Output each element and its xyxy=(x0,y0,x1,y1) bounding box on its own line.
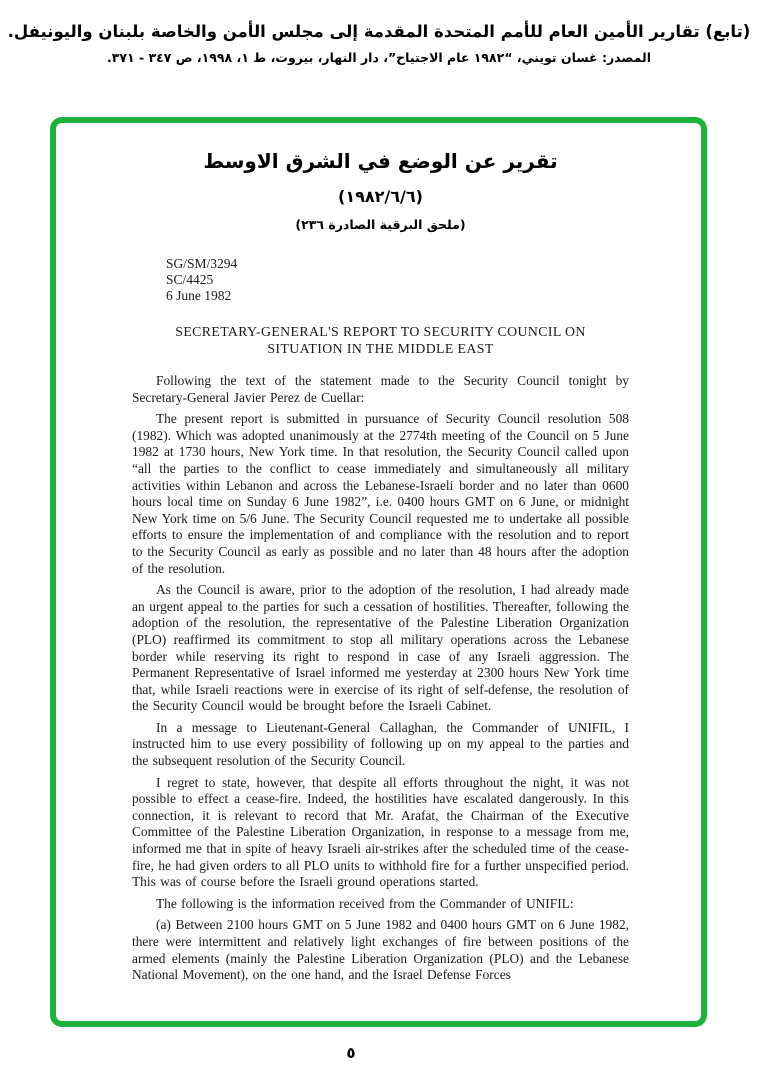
document-content xyxy=(56,123,701,1021)
arabic-page-header xyxy=(0,22,758,65)
report-title-arabic: تقرير عن الوضع في الشرق الاوسط xyxy=(203,149,558,173)
paragraph-callaghan-message: In a message to Lieutenant-General Callaghan, the Commander of UNIFIL, I instructed him to use every possibility of following up on my appeal to the parties and the subsequent resolution of the Security Council. xyxy=(132,719,629,769)
document-reference-block xyxy=(166,256,629,304)
report-heading-line2: SITUATION IN THE MIDDLE EAST xyxy=(267,340,494,356)
report-title-block xyxy=(132,149,629,232)
green-document-frame xyxy=(50,117,707,1027)
report-heading xyxy=(132,324,629,357)
page-number: ٥ xyxy=(346,1044,356,1062)
paragraph-unifil-intro: The following is the information received from the Commander of UNIFIL: xyxy=(156,895,574,911)
paragraph-intro: Following the text of the statement made to the Security Council tonight by Secretary-General Javier Perez de Cuellar: xyxy=(132,373,629,405)
paragraph-unifil-item-a: (a) Between 2100 hours GMT on 5 June 1982 and 0400 hours GMT on 6 June 1982, there were intermittent and relatively light exchanges of fire between positions of the armed elements (mainly the Palestine Liberation Organization (PLO) and the Lebanese National Movement), on the one hand, and the Israel Defense Forces xyxy=(132,917,629,983)
report-heading-line1: SECRETARY-GENERAL'S REPORT TO SECURITY COUNCIL ON xyxy=(175,324,586,339)
paragraph-appeal: As the Council is aware, prior to the adoption of the resolution, I had already made an urgent appeal to the parties for such a cessation of hostilities. Thereafter, following the adoption of the resolution, the representative of the Palestine Liberation Organization (PLO) reaffirmed its commitment to stop all military operations across the Lebanese border while reserving its right to respond in case of any Israeli aggression. The Permanent Representative of Israel informed me yesterday at 2300 hours New York time that, while Israeli reactions were in exercise of its right of self-defense, the resolution of the Security Council would be brought before the Israeli Cabinet. xyxy=(132,582,629,714)
doc-ref-sgsm: SG/SM/3294 xyxy=(166,256,238,271)
doc-ref-date: 6 June 1982 xyxy=(166,288,232,303)
report-date-arabic: (١٩٨٢/٦/٦) xyxy=(338,187,423,206)
arabic-header-title: (تابع) تقارير الأمين العام للأمم المتحدة المقدمة إلى مجلس الأمن والخاصة بلبنان واليونيفل. xyxy=(7,22,751,41)
body-paragraphs xyxy=(132,373,629,984)
doc-ref-sc: SC/4425 xyxy=(166,272,214,287)
report-annex-note: (ملحق البرقية الصادرة ٢٣٦) xyxy=(295,217,466,232)
paragraph-resolution-508: The present report is submitted in pursuance of Security Council resolution 508 (1982). Which was adopted unanimously at the 2774th meeting of the Council on 5 June 1982 at 1730 hours, New York time. In that resolution, the Security Council called upon “all the parties to the conflict to cease immediately and simultaneously all military activities within Lebanon and across the Lebanese-Israeli border and no later than 0600 hours local time on Sunday 6 June 1982”, i.e. 0400 hours GMT on 6 June, or midnight New York time on 5/6 June. The Security Council requested me to undertake all possible efforts to ensure the implementation of and compliance with the resolution and to report to the Security Council as early as possible and no later than 48 hours after the adoption of the resolution. xyxy=(132,411,629,576)
paragraph-ceasefire-failure: I regret to state, however, that despite all efforts throughout the night, it was not possible to effect a cease-fire. Indeed, the hostilities have escalated dangerously. In this connection, it is relevant to record that Mr. Arafat, the Chairman of the Executive Committee of the Palestine Liberation Organization, in response to a message from me, informed me that in spite of heavy Israeli air-strikes after the scheduled time of the cease-fire, he had given orders to all PLO units to withhold fire for a further unspecified period. This was of course before the Israeli ground operations started. xyxy=(132,774,629,890)
arabic-header-source: المصدر: غسان تويني، “١٩٨٢ عام الاجتياح”، دار النهار، بيروت، ط ١، ١٩٩٨، ص ٣٤٧ - ٣٧١. xyxy=(106,50,652,65)
